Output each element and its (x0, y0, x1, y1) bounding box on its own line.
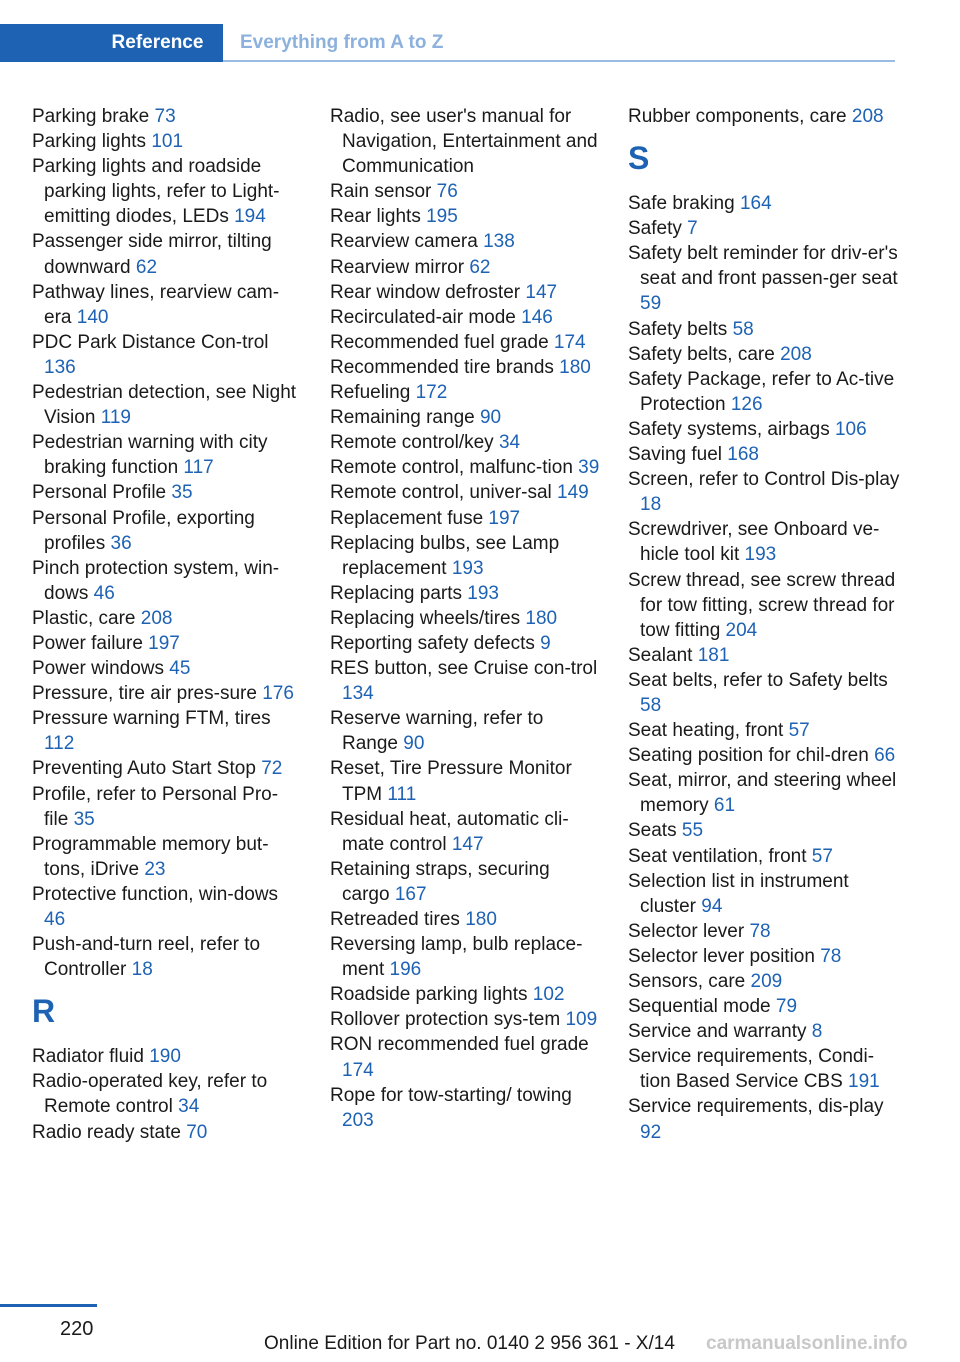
index-entry (32, 756, 302, 781)
page-link[interactable]: 164 (739, 193, 772, 215)
entry-text: Seat heating, front (628, 720, 789, 742)
page-link[interactable]: 78 (749, 920, 771, 942)
index-entry (32, 229, 302, 279)
entry-text: Safe braking (628, 193, 740, 215)
entry-text: Rear window defroster (330, 281, 526, 303)
index-entry (330, 255, 600, 280)
index-entry (330, 932, 600, 982)
index-entry (32, 932, 302, 982)
entry-text: Pedestrian detection, see Night Vision (32, 382, 297, 429)
index-entry (330, 455, 600, 480)
index-entry (330, 179, 600, 204)
page-link[interactable]: 94 (701, 895, 723, 917)
entry-text: Reporting safety defects (330, 632, 541, 654)
entry-text: Seating position for chil-dren (628, 745, 875, 767)
index-entry (628, 718, 900, 743)
index-entry (628, 367, 900, 417)
entry-text: Power failure (32, 632, 149, 654)
header-divider (223, 60, 895, 62)
index-entry (32, 706, 302, 756)
index-entry (330, 531, 600, 581)
index-entry (330, 1007, 600, 1032)
edition-note: Online Edition for Part no. 0140 2 956 361 - X/14 (264, 1333, 675, 1354)
index-entry (32, 606, 302, 631)
index-entry (628, 216, 900, 241)
index-entry (32, 631, 302, 656)
page-link[interactable]: 9 (540, 632, 551, 654)
index-entry (330, 355, 600, 380)
index-entry (628, 317, 900, 342)
page-link[interactable]: 7 (687, 218, 698, 240)
entry-text: Rear lights (330, 206, 427, 228)
page-link[interactable]: 36 (110, 532, 132, 554)
tab-everything-a-to-z[interactable]: Everything from A to Z (240, 32, 444, 53)
section-letter: R (32, 993, 56, 1030)
entry-text: Reset, Tire Pressure Monitor TPM (330, 758, 572, 805)
entry-text: Roadside parking lights (330, 984, 533, 1006)
page-link[interactable]: 76 (436, 181, 458, 203)
page-link[interactable]: 140 (76, 306, 109, 328)
entry-text: Safety belt reminder for driv-er's seat and front passen-ger seat (628, 243, 898, 290)
index-entry (330, 305, 600, 330)
page-link[interactable]: 197 (488, 507, 521, 529)
index-entry (330, 907, 600, 932)
entry-text: Pathway lines, rearview cam-era (32, 281, 280, 328)
entry-text: Screwdriver, see Onboard ve-hicle tool kit (628, 519, 880, 566)
page-link[interactable]: 111 (387, 783, 417, 805)
index-entry (628, 768, 900, 818)
page-link[interactable]: 197 (148, 632, 180, 654)
index-entry (32, 681, 302, 706)
index-entry (628, 568, 900, 643)
index-column-2 (330, 104, 600, 1133)
page-link[interactable]: 35 (171, 482, 193, 504)
entry-text: Service requirements, Condi-tion Based Service CBS (628, 1046, 875, 1093)
page-link[interactable]: 46 (44, 909, 66, 930)
page-link[interactable]: 90 (479, 407, 502, 429)
page-link[interactable]: 66 (874, 745, 896, 767)
page-link[interactable]: 101 (151, 131, 184, 153)
tab-reference[interactable]: Reference (0, 24, 223, 62)
page-link[interactable]: 168 (727, 444, 759, 466)
entry-text: Radio ready state (32, 1121, 187, 1143)
entry-text: Remaining range (330, 407, 480, 429)
page-link[interactable]: 134 (342, 683, 374, 705)
page-number: 220 (60, 1318, 94, 1340)
page-link[interactable]: 90 (403, 733, 425, 755)
index-entry (628, 844, 900, 869)
page-link[interactable]: 34 (178, 1096, 200, 1118)
entry-text: RES button, see Cruise con-trol (330, 658, 598, 680)
page-link[interactable]: 195 (426, 206, 458, 228)
entry-text: Sealant (628, 644, 698, 666)
index-entry (32, 280, 302, 330)
entry-text: Radiator fluid (32, 1046, 150, 1068)
index-entry (32, 556, 302, 606)
index-entry (628, 668, 900, 718)
entry-text: Safety belts, care (628, 343, 781, 365)
page-link[interactable]: 167 (394, 883, 427, 905)
page-link[interactable]: 119 (100, 407, 131, 429)
index-column-1 (32, 104, 302, 1145)
index-entry (628, 994, 900, 1019)
page-link[interactable]: 196 (389, 959, 422, 981)
entry-text: Remote control/key (330, 432, 499, 454)
entry-text: Rope for tow-starting/ towing (330, 1084, 572, 1106)
entry-text: Replacing bulbs, see Lamp replacement (330, 532, 560, 579)
entry-text: Profile, refer to Personal Pro-file (32, 783, 279, 830)
index-entry (330, 506, 600, 531)
entry-text: Remote control, malfunc-tion (330, 457, 579, 479)
index-entry (330, 807, 600, 857)
index-entry (32, 480, 302, 505)
entry-text: Preventing Auto Start Stop (32, 758, 262, 780)
entry-text: Safety (628, 218, 688, 240)
entry-text: Retreaded tires (330, 909, 466, 930)
entry-text: Sequential mode (628, 996, 776, 1018)
page-link[interactable]: 204 (725, 619, 758, 641)
page-link[interactable]: 191 (848, 1071, 880, 1093)
index-entry (32, 380, 302, 430)
page-link[interactable]: 126 (730, 393, 763, 415)
page-link[interactable]: 203 (342, 1109, 374, 1131)
index-entry (628, 818, 900, 843)
page-link[interactable]: 208 (851, 106, 884, 127)
index-entry (32, 506, 302, 556)
index-entry (628, 869, 900, 919)
index-entry (330, 982, 600, 1007)
index-entry (330, 280, 600, 305)
entry-text: Parking lights (32, 131, 152, 153)
page-link[interactable]: 70 (186, 1121, 208, 1143)
page-link[interactable]: 208 (780, 343, 812, 365)
index-entry (32, 430, 302, 480)
index-entry (628, 342, 900, 367)
footer-rule (0, 1304, 97, 1307)
entry-text: Seat ventilation, front (628, 845, 812, 867)
page-link[interactable]: 18 (640, 494, 662, 516)
index-entry (330, 1032, 600, 1082)
page-link[interactable]: 102 (532, 984, 565, 1006)
index-entry (628, 643, 900, 668)
index-column-3 (628, 104, 900, 1145)
page-link[interactable]: 73 (154, 106, 176, 127)
page-link[interactable]: 78 (820, 945, 842, 967)
index-entry (32, 104, 302, 129)
entry-text: Parking lights and roadside parking lights, refer to Light-emitting diodes, LEDs (32, 156, 280, 228)
entry-text: Rearview camera (330, 231, 484, 253)
page-link[interactable]: 174 (342, 1059, 374, 1081)
index-entry (32, 1120, 302, 1145)
entry-text: Reserve warning, refer to Range (330, 708, 544, 755)
page-link[interactable]: 8 (811, 1021, 823, 1043)
entry-text: RON recommended fuel grade (330, 1034, 589, 1056)
entry-text: Selector lever position (628, 945, 821, 967)
entry-text: Personal Profile, exporting profiles (32, 507, 255, 554)
page-link[interactable]: 174 (553, 331, 586, 353)
index-entry (330, 204, 600, 229)
page-link[interactable]: 181 (697, 644, 730, 666)
entry-text: Power windows (32, 658, 170, 680)
entry-text: Seat, mirror, and steering wheel memory (628, 770, 897, 817)
page-link[interactable]: 46 (93, 582, 115, 604)
page-link[interactable]: 112 (44, 733, 75, 755)
index-entry (330, 480, 600, 505)
page-link[interactable]: 62 (469, 256, 491, 278)
entry-text: Selection list in instrument cluster (628, 870, 849, 917)
index-entry (330, 631, 600, 656)
page-link[interactable]: 193 (451, 557, 484, 579)
entry-text: Radio, see user's manual for Navigation, Entertainment and Communication (330, 106, 598, 178)
entry-text: Recommended fuel grade (330, 331, 554, 353)
page-link[interactable]: 172 (415, 382, 448, 404)
entry-text: Selector lever (628, 920, 750, 942)
entry-text: Parking brake (32, 106, 155, 127)
index-entry (330, 706, 600, 756)
entry-text: Refueling (330, 382, 416, 404)
index-entry (330, 581, 600, 606)
index-entry (32, 129, 302, 154)
entry-text: Reversing lamp, bulb replace-ment (330, 934, 583, 981)
page-link[interactable]: 176 (262, 683, 294, 705)
page-link[interactable]: 138 (483, 231, 515, 253)
index-entry (32, 154, 302, 229)
page-link[interactable]: 34 (498, 432, 521, 454)
index-entry (628, 104, 900, 129)
page-link[interactable]: 35 (73, 808, 95, 830)
entry-text: Recommended tire brands (330, 356, 560, 378)
index-entry (628, 1094, 900, 1144)
page-link[interactable]: 45 (169, 658, 191, 680)
index-entry (32, 882, 302, 932)
index-entry (628, 743, 900, 768)
entry-text: Push-and-turn reel, refer to Controller (32, 934, 261, 981)
index-entry (330, 405, 600, 430)
entry-text: PDC Park Distance Con-trol (32, 331, 269, 353)
entry-text: Safety systems, airbags (628, 418, 835, 440)
entry-text: Residual heat, automatic cli-mate control (330, 808, 569, 855)
page-link[interactable]: 147 (451, 833, 484, 855)
entry-text: Passenger side mirror, tilting downward (32, 231, 272, 278)
index-entry (32, 1069, 302, 1119)
entry-text: Safety belts (628, 318, 733, 340)
index-entry (330, 104, 600, 179)
page-link[interactable]: 147 (525, 281, 558, 303)
entry-text: Seats (628, 820, 682, 842)
page-link[interactable]: 57 (788, 720, 810, 742)
entry-text: Radio-operated key, refer to Remote control (32, 1071, 268, 1118)
page-link[interactable]: 117 (183, 457, 214, 479)
index-entry (628, 517, 900, 567)
page-link[interactable]: 39 (578, 457, 600, 479)
page-link[interactable]: 209 (750, 971, 783, 992)
entry-text: Replacing wheels/tires (330, 607, 526, 629)
page-link[interactable]: 57 (811, 845, 833, 867)
watermark: carmanualsonline.info (706, 1333, 908, 1354)
entry-text: Safety Package, refer to Ac-tive Protection (628, 368, 895, 415)
index-entry (330, 430, 600, 455)
index-entry (330, 1083, 600, 1133)
page-link[interactable]: 23 (144, 858, 166, 880)
page-link[interactable]: 106 (834, 418, 867, 440)
page-link[interactable]: 58 (732, 318, 754, 340)
section-letter: S (628, 140, 650, 177)
page-link[interactable]: 193 (467, 582, 499, 604)
page-link[interactable]: 194 (234, 206, 266, 228)
entry-text: Recirculated-air mode (330, 306, 522, 328)
index-entry (330, 857, 600, 907)
entry-text: Service and warranty (628, 1021, 812, 1043)
page-link[interactable]: 62 (135, 256, 158, 278)
index-entry (628, 417, 900, 442)
header-bar (0, 24, 895, 62)
page-link[interactable]: 136 (44, 356, 76, 378)
index-entry (628, 919, 900, 944)
index-entry (32, 330, 302, 380)
page-link[interactable]: 55 (681, 820, 704, 842)
page-link[interactable]: 146 (521, 306, 553, 328)
index-entry (628, 191, 900, 216)
page-link[interactable]: 180 (525, 607, 558, 629)
entry-text: Rearview mirror (330, 256, 470, 278)
entry-text: Pedestrian warning with city braking function (32, 432, 268, 479)
index-entry (330, 229, 600, 254)
entry-text: Sensors, care (628, 971, 751, 992)
page-link[interactable]: 58 (640, 694, 662, 716)
index-entry (330, 330, 600, 355)
entry-text: Seat belts, refer to Safety belts (628, 669, 888, 691)
index-entry (330, 380, 600, 405)
entry-text: Rain sensor (330, 181, 437, 203)
index-entry (330, 656, 600, 706)
entry-text: Remote control, univer-sal (330, 482, 558, 504)
index-entry (32, 1044, 302, 1069)
page-link[interactable]: 92 (640, 1121, 662, 1143)
index-entry (628, 944, 900, 969)
entry-text: Retaining straps, securing cargo (330, 858, 550, 905)
page-link[interactable]: 18 (131, 959, 153, 981)
page-link[interactable]: 193 (744, 544, 777, 566)
page-link[interactable]: 79 (775, 996, 798, 1018)
entry-text: Plastic, care (32, 607, 141, 629)
entry-text: Replacement fuse (330, 507, 489, 529)
entry-text: Saving fuel (628, 444, 728, 466)
entry-text: Protective function, win-dows (32, 883, 279, 905)
page-link[interactable]: 208 (140, 607, 173, 629)
index-entry (628, 969, 900, 994)
entry-text: Pinch protection system, win-dows (32, 557, 280, 604)
entry-text: Rollover protection sys-tem (330, 1009, 566, 1031)
index-entry (32, 832, 302, 882)
entry-text: Pressure warning FTM, tires (32, 708, 271, 730)
page-link[interactable]: 190 (149, 1046, 181, 1068)
entry-text: Screw thread, see screw thread for tow fitting, screw thread for tow fitting (628, 569, 896, 641)
entry-text: Personal Profile (32, 482, 172, 504)
page-link[interactable]: 61 (713, 795, 736, 817)
entry-text: Programmable memory but-tons, iDrive (32, 833, 269, 880)
index-entry (628, 467, 900, 517)
page-link[interactable]: 180 (465, 909, 497, 930)
entry-text: Screen, refer to Control Dis-play (628, 469, 900, 491)
entry-text: Service requirements, dis-play (628, 1096, 884, 1118)
index-entry (628, 241, 900, 316)
page-link[interactable]: 180 (559, 356, 591, 378)
entry-text: Replacing parts (330, 582, 468, 604)
page-link[interactable]: 72 (261, 758, 283, 780)
index-entry (32, 782, 302, 832)
page-link[interactable]: 109 (565, 1009, 598, 1031)
index-entry (628, 1044, 900, 1094)
index-entry (330, 756, 600, 806)
entry-text: Pressure, tire air pres-sure (32, 683, 263, 705)
page-link[interactable]: 149 (557, 482, 589, 504)
index-entry (32, 656, 302, 681)
index-entry (628, 1019, 900, 1044)
index-entry (628, 442, 900, 467)
index-entry (330, 606, 600, 631)
page-link[interactable]: 59 (640, 293, 662, 315)
entry-text: Rubber components, care (628, 106, 852, 127)
